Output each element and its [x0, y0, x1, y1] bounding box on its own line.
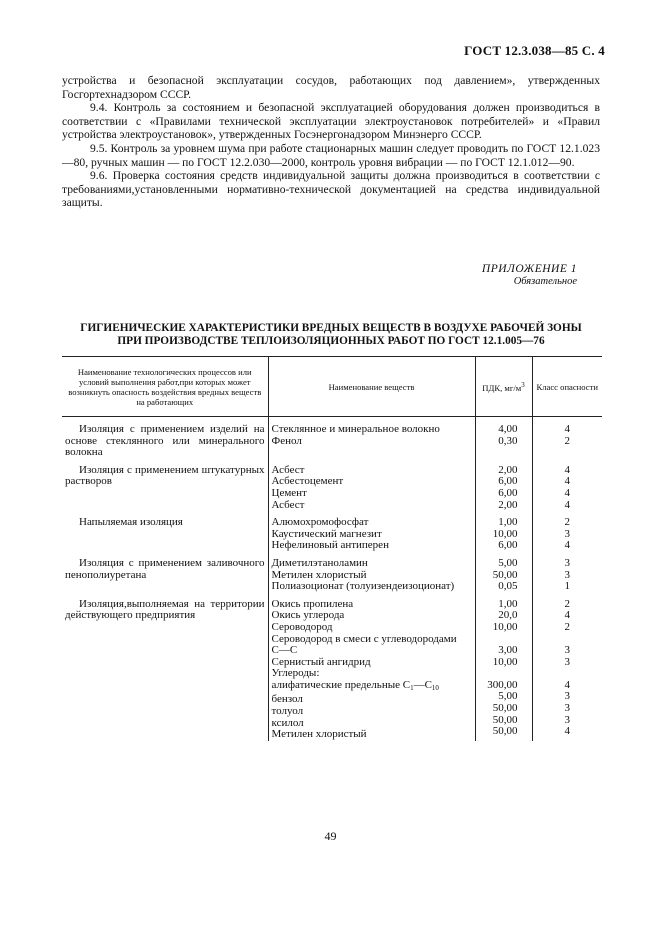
- class-cell: 4 4 4 4: [532, 459, 602, 511]
- substance-cell: Диметилэтаноламин Метилен хлористый Полиазоционат (толуизендеизоционат): [268, 552, 475, 593]
- page-number: 49: [324, 829, 337, 843]
- header-process: Наименование технологических процессов или условий выполнения работ,при которых может возникнуть опасность воздействия вредных веществ на работающих: [62, 357, 268, 417]
- paragraph-9-5: 9.5. Контроль за уровнем шума при работе стационарных машин следует проводить по ГОСТ 12.1.023—80, ручных машин — по ГОСТ 12.2.030—2000, контроль уровня вибрации — по ГОСТ 12.1.012—90.: [62, 141, 600, 169]
- table-row-group-4: [62, 552, 602, 593]
- header-substance: Наименование веществ: [268, 357, 475, 417]
- process-cell: Изоляция с применением заливочного пенополиуретана: [65, 556, 265, 581]
- substance-cell: Стеклянное и минеральное волокно Фенол: [268, 417, 475, 459]
- substance-cell: Асбест Асбестоцемент Цемент Асбест: [268, 459, 475, 511]
- header-pdk: [475, 357, 532, 417]
- class-cell: 4 2: [532, 417, 602, 459]
- class-cell: 2 3 4: [532, 511, 602, 552]
- paragraph-9-4: 9.4. Контроль за состоянием и безопасной эксплуатацией оборудования должен производиться в соответствии с «Правилами технической эксплуатации электроустановок потребителей» и «Правил устройства электроустановок», утвержденных Госэнергонадзором Минэнерго СССР.: [62, 101, 600, 142]
- header-pdk-sup: 3: [521, 381, 525, 389]
- class-cell: 2 4 2 3 3 4 3 3 3 4: [532, 593, 602, 741]
- table-row-group-2: [62, 459, 602, 511]
- appendix-label: [482, 263, 577, 287]
- table-title-line-1: ГИГИЕНИЧЕСКИЕ ХАРАКТЕРИСТИКИ ВРЕДНЫХ ВЕЩЕСТВ В ВОЗДУХЕ РАБОЧЕЙ ЗОНЫ: [80, 322, 582, 334]
- table-title-line-2: ПРИ ПРОИЗВОДСТВЕ ТЕПЛОИЗОЛЯЦИОННЫХ РАБОТ ПО ГОСТ 12.1.005—76: [117, 334, 545, 347]
- pdk-cell: 1,00 20,0 10,00 3,00 10,00 300,00 5,00 50,00 50,00 50,00: [475, 593, 532, 741]
- aliphatic-row: алифатические предельные $С_1—С_{10}$: [271, 678, 439, 692]
- header-pdk-label: ПДК, мг/м: [482, 383, 522, 393]
- paragraph-9-6: 9.6. Проверка состояния средств индивидуальной защиты должна производиться в соответствии с требованиями,установленными нормативно-технической документацией на средства индивидуальной защиты.: [62, 169, 600, 210]
- process-cell: Изоляция,выполняемая на территории действующего предприятия: [65, 597, 265, 622]
- table-header-row: [62, 357, 602, 417]
- process-cell: Изоляция с применением изделий на основе стеклянного или минерального волокна: [65, 423, 265, 459]
- pdk-cell: 2,00 6,00 6,00 2,00: [475, 459, 532, 511]
- appendix-status: Обязательное: [513, 276, 577, 287]
- process-cell: Напыляемая изоляция: [79, 516, 183, 529]
- substance-cell: Окись пропилена Окись углерода Сероводород Сероводород в смеси с углеводородами С—С Сернистый ангидрид Углероды: алифатические предельные $С_1—С_{10}$ бензол толуол ксилол Метилен хлористый: [268, 593, 475, 741]
- table-row-group-1: [62, 417, 602, 459]
- table-row-group-5: [62, 593, 602, 741]
- hazard-table: [62, 356, 602, 741]
- process-cell: Изоляция с применением штукатурных растворов: [65, 463, 265, 488]
- substance-cell: Алюмохромофосфат Каустический магнезит Нефелиновый антиперен: [268, 511, 475, 552]
- body-text: [62, 74, 600, 210]
- paragraph-continuation: устройства и безопасной эксплуатации сосудов, работающих под давлением», утвержденных Госгортехнадзором СССР.: [62, 74, 600, 101]
- page-header: ГОСТ 12.3.038—85 С. 4: [464, 43, 605, 58]
- class-cell: 3 3 1: [532, 552, 602, 593]
- pdk-cell: 1,00 10,00 6,00: [475, 511, 532, 552]
- header-hazard-class: Класс опасности: [532, 357, 602, 417]
- pdk-cell: 5,00 50,00 0,05: [475, 552, 532, 593]
- table-title: [62, 322, 600, 348]
- table-row-group-3: [62, 511, 602, 552]
- appendix-title: ПРИЛОЖЕНИЕ 1: [481, 263, 577, 275]
- pdk-cell: 4,00 0,30: [475, 417, 532, 459]
